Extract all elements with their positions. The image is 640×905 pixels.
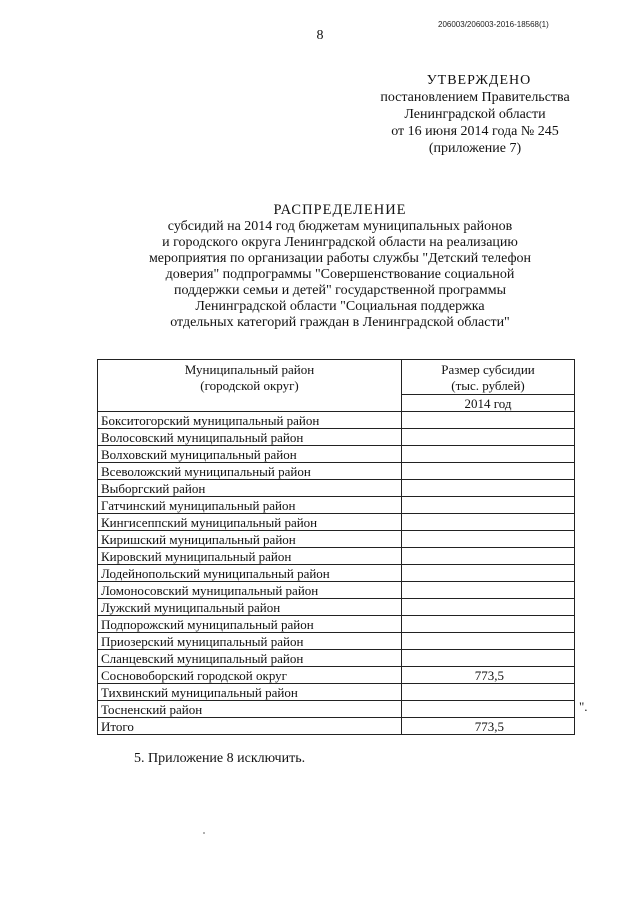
district-name-cell: Подпорожский муниципальный район [98,616,402,633]
document-title [80,202,600,331]
table-row [98,616,575,633]
district-name-cell: Лужский муниципальный район [98,599,402,616]
subsidy-value-cell [402,446,575,463]
header-amount-line: (тыс. рублей) [451,378,525,393]
district-name-cell: Гатчинский муниципальный район [98,497,402,514]
header-amount-line: Размер субсидии [441,362,535,377]
district-name-cell: Кировский муниципальный район [98,548,402,565]
subsidy-value-cell [402,684,575,701]
table-row [98,514,575,531]
district-name-cell: Тихвинский муниципальный район [98,684,402,701]
district-name-cell: Бокситогорский муниципальный район [98,412,402,429]
approval-block [360,72,590,157]
district-name-cell: Киришский муниципальный район [98,531,402,548]
header-district [98,360,402,412]
table-row [98,701,575,718]
table-row [98,684,575,701]
table-row [98,718,575,735]
subsidy-value-cell: 773,5 [402,718,575,735]
district-name-cell: Сланцевский муниципальный район [98,650,402,667]
approval-line: (приложение 7) [428,141,522,156]
table-row [98,599,575,616]
header-district-line: (городской округ) [200,378,299,393]
table-row [98,582,575,599]
district-name-cell: Ломоносовский муниципальный район [98,582,402,599]
district-name-cell: Сосновоборский городской округ [98,667,402,684]
district-name-cell: Волховский муниципальный район [98,446,402,463]
title-line: отдельных категорий граждан в Ленинградской области" [170,315,510,330]
subsidy-value-cell [402,565,575,582]
district-name-cell: Выборгский район [98,480,402,497]
approval-heading: УТВЕРЖДЕНО [426,73,532,88]
title-line: доверия" подпрограммы "Совершенствование социальной [165,267,515,282]
district-name-cell: Волосовский муниципальный район [98,429,402,446]
subsidy-value-cell [402,701,575,718]
table-row [98,633,575,650]
subsidy-value-cell [402,599,575,616]
instruction-text: 5. Приложение 8 исключить. [134,751,306,766]
document-id: 206003/206003-2016-18568(1) [438,20,549,29]
district-name-cell: Тосненский район [98,701,402,718]
title-line: поддержки семьи и детей" государственной программы [173,283,507,298]
subsidy-table [97,359,575,735]
table-row [98,565,575,582]
title-heading: РАСПРЕДЕЛЕНИЕ [273,202,407,218]
title-line: мероприятия по организации работы службы "Детский телефон [148,251,532,266]
table-body [98,412,575,735]
subsidy-value-cell [402,497,575,514]
table-row [98,667,575,684]
header-district-line: Муниципальный район [184,362,315,377]
subsidy-value-cell [402,429,575,446]
district-name-cell: Приозерский муниципальный район [98,633,402,650]
subsidy-value-cell [402,582,575,599]
subsidy-value-cell [402,633,575,650]
page-number: 8 [316,28,324,43]
subsidy-value-cell [402,650,575,667]
district-name-cell: Лодейнопольский муниципальный район [98,565,402,582]
district-name-cell: Итого [98,718,402,735]
table-row [98,531,575,548]
district-name-cell: Кингисеппский муниципальный район [98,514,402,531]
header-amount [402,360,575,395]
table-row [98,463,575,480]
title-line: Ленинградской области "Социальная поддержка [195,299,485,314]
approval-line: Ленинградской области [404,107,546,122]
subsidy-value-cell [402,531,575,548]
title-line: и городского округа Ленинградской области на реализацию [162,235,518,250]
approval-line: постановлением Правительства [380,90,570,105]
subsidy-value-cell [402,463,575,480]
table-row [98,480,575,497]
table-row [98,650,575,667]
approval-line: от 16 июня 2014 года № 245 [391,124,559,139]
table-header-row [98,360,575,395]
table-row [98,497,575,514]
district-name-cell: Всеволожский муниципальный район [98,463,402,480]
table-row [98,429,575,446]
title-line: субсидий на 2014 год бюджетам муниципальных районов [167,219,513,234]
subsidy-value-cell: 773,5 [402,667,575,684]
scan-speck [203,832,205,834]
subsidy-value-cell [402,480,575,497]
table-row [98,412,575,429]
subsidy-value-cell [402,548,575,565]
subsidy-value-cell [402,616,575,633]
table-row [98,548,575,565]
header-year: 2014 год [402,395,575,412]
subsidy-value-cell [402,412,575,429]
table-row [98,446,575,463]
closing-quote: ". [579,699,588,714]
subsidy-value-cell [402,514,575,531]
